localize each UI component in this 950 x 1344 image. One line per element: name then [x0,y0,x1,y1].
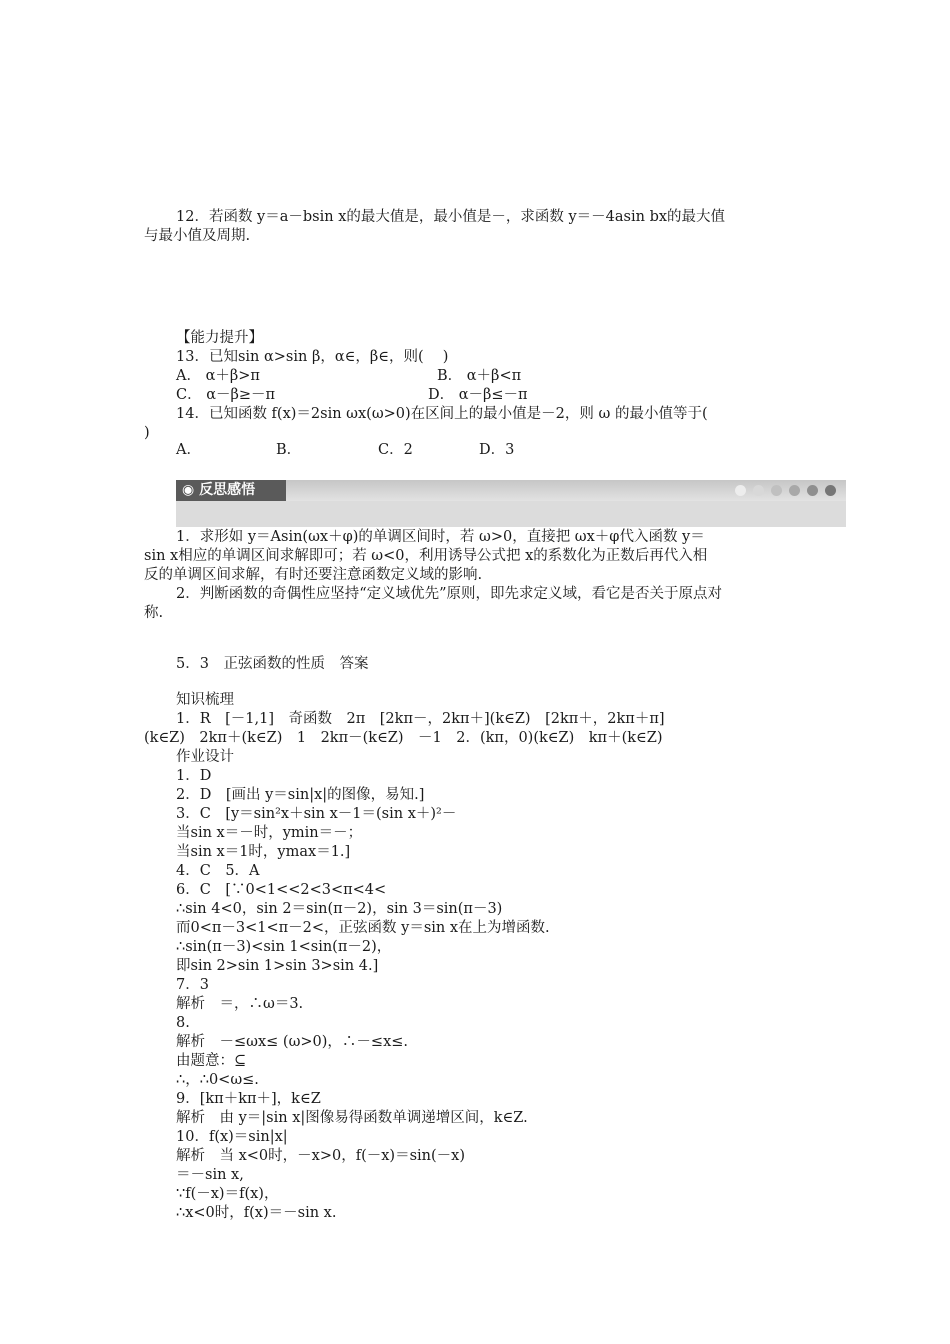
answer-line: ＝－sin x, [176,1167,244,1183]
reflection-tab: ◉ 反思感悟 [176,480,286,501]
answer-line: 由题意：⊆ [176,1053,247,1069]
answers-title: 5．3 正弦函数的性质 答案 [176,656,369,672]
reflection-p1-line-2: sin x相应的单调区间求解即可；若 ω<0，利用诱导公式把 x的系数化为正数后再代入相 [144,548,708,564]
answer-line: 当sin x＝－时，ymin＝－； [176,825,363,841]
homework-heading: 作业设计 [176,749,234,765]
question-14-option-c: C．2 [378,442,413,458]
banner-top-strip [176,480,846,501]
dot-icon [735,485,746,496]
answer-line: 而0<π－3<1<π－2<，正弦函数 y＝sin x在上为增函数. [176,920,550,936]
question-13-option-c: C． α－β≥－π [176,387,276,403]
answer-line: ∵f(－x)＝f(x)， [176,1186,279,1202]
dot-icon [771,485,782,496]
answer-line: ∴，∴0<ω≤. [176,1072,259,1088]
answer-line: 解析 ＝，∴ω＝3. [176,996,304,1012]
dot-icon [825,485,836,496]
answer-line: 当sin x＝1时，ymax＝1.] [176,844,351,860]
reflection-p1-line-1: 1．求形如 y＝Asin(ωx＋φ)的单调区间时，若 ω>0，直接把 ωx＋φ代入函数 y＝ [176,529,705,545]
question-14-option-b: B． [276,442,302,458]
answer-line: 7．3 [176,977,209,993]
answer-line: 9．[kπ＋kπ＋]，k∈Z [176,1091,321,1107]
answer-line: 解析 －≤ωx≤ (ω>0)，∴－≤x≤. [176,1034,409,1050]
answer-line: 即sin 2>sin 1>sin 3>sin 4.] [176,958,379,974]
problem-12-line-1: 12．若函数 y＝a－bsin x的最大值是，最小值是－，求函数 y＝－4asin bx的最大值 [176,209,726,225]
dot-icon [807,485,818,496]
reflection-p2-line-2: 称. [144,605,164,621]
answer-line: 解析 由 y＝|sin x|图像易得函数单调递增区间，k∈Z. [176,1110,528,1126]
knowledge-line-2: (k∈Z) 2kπ＋(k∈Z) 1 2kπ－(k∈Z) －1 2．(kπ，0)(k∈Z) kπ＋(k∈Z) [144,730,663,746]
answer-line: 6．C [∵0<1<<2<3<π<4< [176,882,387,898]
reflection-p1-line-3: 反的单调区间求解，有时还要注意函数定义域的影响. [144,567,483,583]
knowledge-heading: 知识梳理 [176,692,234,708]
reflection-banner [176,480,846,527]
answer-line: ∴x<0时，f(x)＝－sin x. [176,1205,337,1221]
answer-line: 解析 当 x<0时，－x>0，f(－x)＝sin(－x) [176,1148,465,1164]
question-13-option-d: D． α－β≤－π [428,387,528,403]
question-13-option-a: A． α＋β>π [176,368,260,384]
ability-heading: 【能力提升】 [176,330,263,346]
answer-line: 1．D [176,768,212,784]
dot-icon [789,485,800,496]
question-14-line-1: 14．已知函数 f(x)＝2sin ωx(ω>0)在区间上的最小值是－2，则 ω 的最小值等于( [176,406,708,422]
answer-line: ∴sin(π－3)<sin 1<sin(π－2)， [176,939,392,955]
problem-12-line-2: 与最小值及周期. [144,228,251,244]
answer-line: 3．C [y＝sin²x＋sin x－1＝(sin x＋)²－ [176,806,457,822]
answer-line: 10．f(x)＝sin|x| [176,1129,288,1145]
question-13: 13．已知sin α>sin β，α∈，β∈，则( ) [176,349,449,365]
question-14-line-2: ) [144,425,150,441]
answer-line: 4．C 5．A [176,863,260,879]
question-14-option-a: A． [176,442,201,458]
question-14-option-d: D．3 [479,442,515,458]
answer-line: ∴sin 4<0，sin 2＝sin(π－2)，sin 3＝sin(π－3) [176,901,503,917]
answer-line: 2．D [画出 y＝sin|x|的图像，易知.] [176,787,425,803]
decorative-dots [728,485,836,496]
answer-line: 8. [176,1015,190,1031]
dot-icon [753,485,764,496]
knowledge-line-1: 1．R [－1,1] 奇函数 2π [2kπ－，2kπ＋](k∈Z) [2kπ＋，2kπ＋π] [176,711,665,727]
question-13-option-b: B． α＋β<π [437,368,522,384]
reflection-p2-line-1: 2．判断函数的奇偶性应坚持“定义域优先”原则，即先求定义域，看它是否关于原点对 [176,586,723,602]
